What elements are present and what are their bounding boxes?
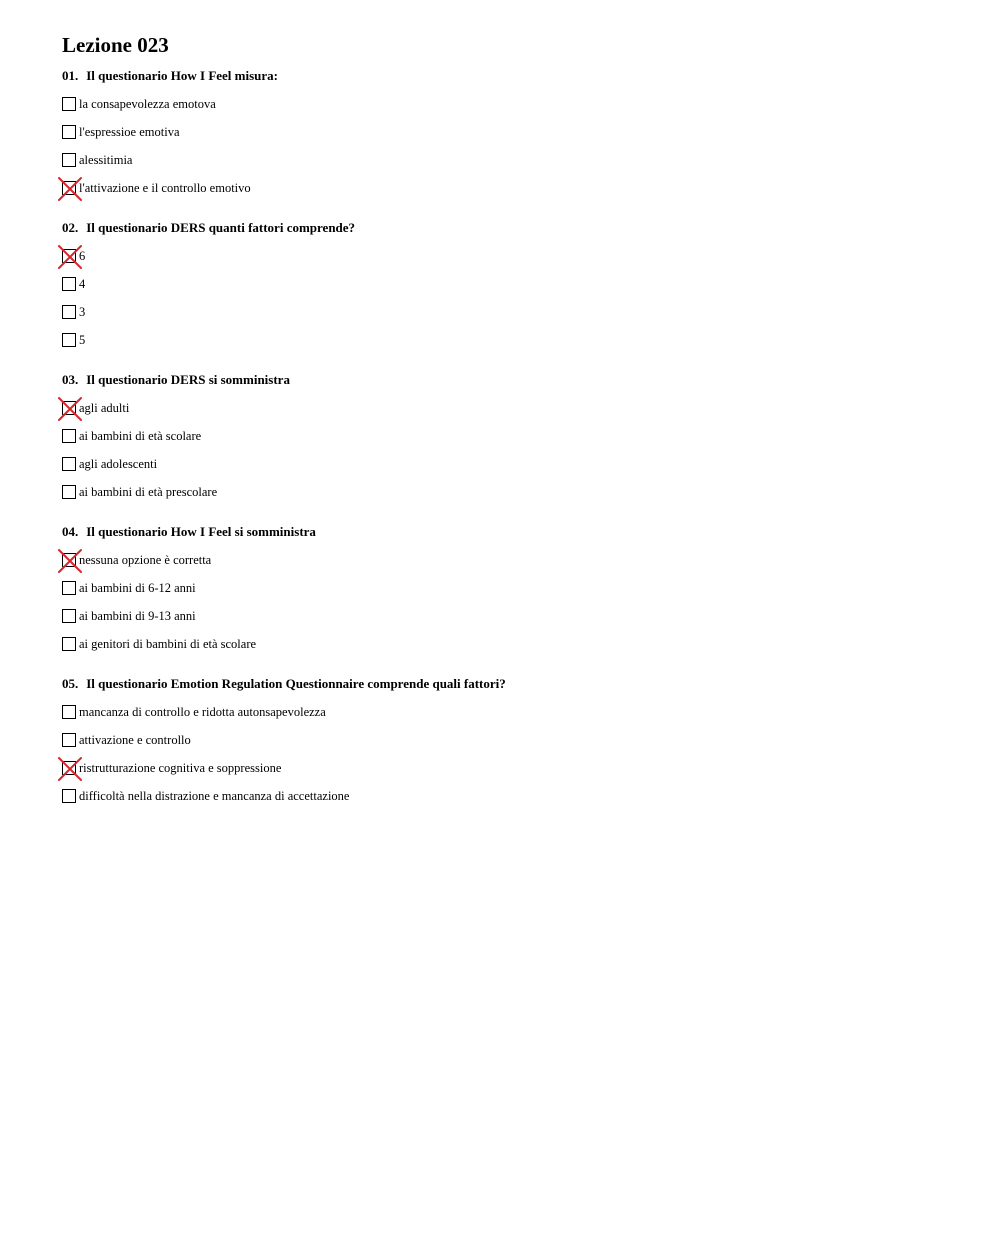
options-list (62, 242, 962, 354)
checkbox[interactable] (62, 609, 76, 623)
question-5 (62, 670, 962, 810)
question-text: Il questionario How I Feel misura: (86, 68, 278, 83)
option-label: attivazione e controllo (79, 732, 191, 747)
answer-option[interactable] (62, 726, 962, 754)
checkbox[interactable] (62, 789, 76, 803)
question-heading (62, 670, 962, 698)
question-text: Il questionario DERS si somministra (86, 372, 290, 387)
cross-mark-icon (58, 549, 82, 573)
question-heading (62, 62, 962, 90)
option-label: difficoltà nella distrazione e mancanza di accettazione (79, 788, 350, 803)
page-title: Lezione 023 (62, 33, 169, 57)
checkbox[interactable] (62, 277, 76, 291)
checkbox[interactable] (62, 153, 76, 167)
option-label: la consapevolezza emotova (79, 96, 216, 111)
answer-option[interactable] (62, 174, 962, 202)
question-text: Il questionario Emotion Regulation Questionnaire comprende quali fattori? (86, 676, 506, 691)
option-label: ai bambini di 6-12 anni (79, 580, 196, 595)
answer-option[interactable] (62, 630, 962, 658)
cross-mark-icon (58, 757, 82, 781)
answer-option[interactable] (62, 242, 962, 270)
checkbox[interactable] (62, 125, 76, 139)
question-number: 03. (62, 372, 79, 387)
answer-option[interactable] (62, 546, 962, 574)
checkbox[interactable] (62, 637, 76, 651)
answer-option[interactable] (62, 574, 962, 602)
checked-checkbox[interactable] (62, 553, 76, 567)
cross-mark-icon (58, 177, 82, 201)
answer-option[interactable] (62, 422, 962, 450)
option-label: ai bambini di età scolare (79, 428, 202, 443)
checkbox[interactable] (62, 429, 76, 443)
question-3 (62, 366, 962, 506)
option-label: ristrutturazione cognitiva e soppressione (79, 760, 282, 775)
questions-list (62, 62, 962, 810)
option-label: ai bambini di 9-13 anni (79, 608, 196, 623)
checkbox[interactable] (62, 485, 76, 499)
answer-option[interactable] (62, 326, 962, 354)
question-1 (62, 62, 962, 202)
cross-mark-icon (58, 397, 82, 421)
answer-option[interactable] (62, 118, 962, 146)
option-label: alessitimia (79, 152, 133, 167)
checked-checkbox[interactable] (62, 401, 76, 415)
options-list (62, 698, 962, 810)
option-label: l'espressioe emotiva (79, 124, 180, 139)
option-label: 5 (79, 332, 86, 347)
answer-option[interactable] (62, 602, 962, 630)
document-page (62, 30, 962, 810)
checkbox[interactable] (62, 581, 76, 595)
answer-option[interactable] (62, 754, 962, 782)
answer-option[interactable] (62, 478, 962, 506)
option-label: agli adolescenti (79, 456, 158, 471)
question-heading (62, 518, 962, 546)
answer-option[interactable] (62, 698, 962, 726)
option-label: 4 (79, 276, 86, 291)
answer-option[interactable] (62, 298, 962, 326)
question-number: 01. (62, 68, 79, 83)
options-list (62, 546, 962, 658)
option-label: ai genitori di bambini di età scolare (79, 636, 257, 651)
option-label: mancanza di controllo e ridotta autonsapevolezza (79, 704, 326, 719)
checkbox[interactable] (62, 305, 76, 319)
question-number: 04. (62, 524, 79, 539)
question-number: 02. (62, 220, 79, 235)
checkbox[interactable] (62, 457, 76, 471)
checked-checkbox[interactable] (62, 181, 76, 195)
checked-checkbox[interactable] (62, 249, 76, 263)
checkbox[interactable] (62, 97, 76, 111)
options-list (62, 394, 962, 506)
answer-option[interactable] (62, 270, 962, 298)
question-text: Il questionario DERS quanti fattori comprende? (86, 220, 356, 235)
checkbox[interactable] (62, 333, 76, 347)
cross-mark-icon (58, 245, 82, 269)
option-label: nessuna opzione è corretta (79, 552, 212, 567)
answer-option[interactable] (62, 90, 962, 118)
answer-option[interactable] (62, 450, 962, 478)
question-text: Il questionario How I Feel si somministra (86, 524, 316, 539)
answer-option[interactable] (62, 146, 962, 174)
checked-checkbox[interactable] (62, 761, 76, 775)
question-2 (62, 214, 962, 354)
checkbox[interactable] (62, 705, 76, 719)
option-label: 3 (79, 304, 86, 319)
answer-option[interactable] (62, 394, 962, 422)
question-4 (62, 518, 962, 658)
option-label: ai bambini di età prescolare (79, 484, 218, 499)
option-label: agli adulti (79, 400, 130, 415)
question-number: 05. (62, 676, 79, 691)
question-heading (62, 214, 962, 242)
option-label: l'attivazione e il controllo emotivo (79, 180, 251, 195)
options-list (62, 90, 962, 202)
checkbox[interactable] (62, 733, 76, 747)
question-heading (62, 366, 962, 394)
answer-option[interactable] (62, 782, 962, 810)
option-label: 6 (79, 248, 86, 263)
